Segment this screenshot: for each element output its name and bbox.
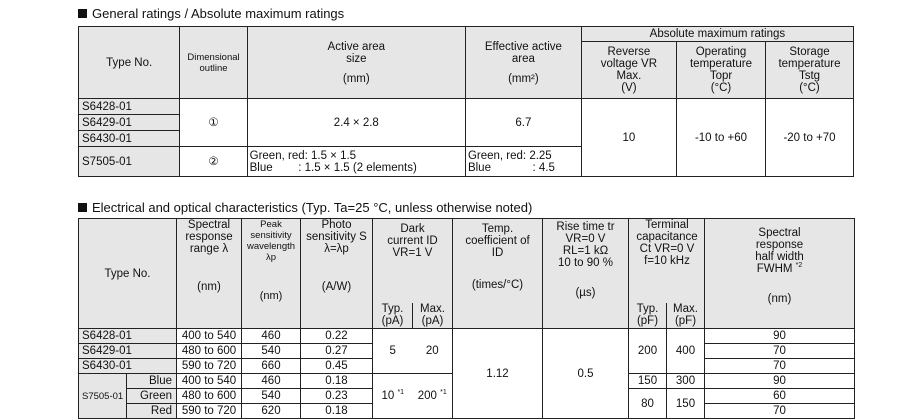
temp-coefficient-header: Temp. coefficient of ID (times/°C)	[453, 219, 543, 329]
group-type-cell: S7505-01	[79, 374, 127, 419]
dark-typ-cell: 5	[373, 329, 413, 374]
reverse-voltage-cell: 10	[581, 99, 676, 177]
ct-max-header: Max. (pF)	[667, 303, 705, 329]
dim-outline-header: Dimensional outline	[180, 27, 247, 99]
type-cell: Green	[127, 389, 177, 404]
dark-max-header: Max. (pA)	[413, 303, 453, 329]
dark-max-cell: 20	[413, 329, 453, 374]
storage-temp-header: Storage temperature Tstg (°C)	[765, 42, 853, 99]
active-area-cell: 2.4 × 2.8	[247, 99, 465, 147]
ct-typ-cell: 80	[629, 389, 667, 419]
fwhm-cell: 90	[705, 329, 855, 344]
ct-max-cell: 400	[667, 329, 705, 374]
abs-max-header: Absolute maximum ratings	[581, 27, 853, 42]
range-cell: 480 to 600	[177, 389, 242, 404]
dark-typ-cell: 10 $^{*1}$	[373, 374, 413, 419]
range-cell: 400 to 540	[177, 374, 242, 389]
sens-cell: 0.18	[301, 404, 373, 419]
spectral-range-header: Spectral response range λ (nm)	[177, 219, 242, 329]
ct-max-cell: 150	[667, 389, 705, 419]
sens-cell: 0.18	[301, 374, 373, 389]
storage-temp-cell: -20 to +70	[765, 99, 853, 177]
square-bullet-icon	[78, 203, 87, 212]
sens-cell: 0.27	[301, 344, 373, 359]
operating-temp-header: Operating temperature Topr (°C)	[677, 42, 766, 99]
type-cell: S6429-01	[79, 344, 177, 359]
range-cell: 480 to 600	[177, 344, 242, 359]
sens-cell: 0.45	[301, 359, 373, 374]
ct-typ-cell: 200	[629, 329, 667, 374]
temp-coef-cell: 1.12	[453, 329, 543, 419]
dark-max-cell: 200 $^{*1}$	[413, 374, 453, 419]
operating-temp-cell: -10 to +60	[677, 99, 766, 177]
type-cell: S6430-01	[79, 131, 180, 147]
rise-time-header: Rise time tr VR=0 V RL=1 kΩ 10 to 90 % (µs)	[543, 219, 629, 329]
sens-cell: 0.22	[301, 329, 373, 344]
terminal-capacitance-header: Terminal capacitance Ct VR=0 V f=10 kHz	[629, 219, 705, 303]
type-cell: Blue	[127, 374, 177, 389]
peak-wavelength-header: Peak sensitivity wavelength λp (nm)	[242, 219, 301, 329]
general-ratings-table	[78, 26, 854, 177]
range-cell: 590 to 720	[177, 404, 242, 419]
type-cell: S7505-01	[79, 147, 180, 177]
effective-area-cell: 6.7	[465, 99, 581, 147]
range-cell: 400 to 540	[177, 329, 242, 344]
range-cell: 590 to 720	[177, 359, 242, 374]
rise-time-cell: 0.5	[543, 329, 629, 419]
section1-title: General ratings / Absolute maximum ratings	[78, 6, 344, 21]
table-row	[79, 329, 855, 344]
effective-area-cell: Green, red: 2.25 Blue : 4.5	[465, 147, 581, 177]
type-cell: Red	[127, 404, 177, 419]
ct-typ-cell: 150	[629, 374, 667, 389]
active-area-header: Active area size (mm)	[247, 27, 465, 99]
type-no-header: Type No.	[79, 27, 180, 99]
dark-typ-header: Typ. (pA)	[373, 303, 413, 329]
peak-cell: 660	[242, 359, 301, 374]
effective-area-header: Effective active area (mm²)	[465, 27, 581, 99]
reverse-voltage-header: Reverse voltage VR Max. (V)	[581, 42, 676, 99]
type-cell: S6430-01	[79, 359, 177, 374]
section2-title: Electrical and optical characteristics (Typ. Ta=25 °C, unless otherwise noted)	[78, 200, 532, 215]
fwhm-cell: 70	[705, 344, 855, 359]
peak-cell: 460	[242, 374, 301, 389]
active-area-cell: Green, red: 1.5 × 1.5 Blue : 1.5 × 1.5 (2 elements)	[247, 147, 465, 177]
fwhm-cell: 90	[705, 374, 855, 389]
photo-sensitivity-header: Photo sensitivity S λ=λp (A/W)	[301, 219, 373, 329]
peak-cell: 460	[242, 329, 301, 344]
square-bullet-icon	[78, 9, 87, 18]
fwhm-cell: 60	[705, 389, 855, 404]
type-no-header: Type No.	[79, 219, 177, 329]
type-cell: S6429-01	[79, 115, 180, 131]
fwhm-cell: 70	[705, 359, 855, 374]
dark-current-header: Dark current ID VR=1 V	[373, 219, 453, 303]
fwhm-cell: 70	[705, 404, 855, 419]
peak-cell: 540	[242, 389, 301, 404]
fwhm-header: Spectral response half width FWHM $^{*2}$ (nm)	[705, 219, 855, 329]
type-cell: S6428-01	[79, 329, 177, 344]
peak-cell: 540	[242, 344, 301, 359]
outline-cell: ②	[180, 147, 247, 177]
sens-cell: 0.23	[301, 389, 373, 404]
type-cell: S6428-01	[79, 99, 180, 115]
ct-typ-header: Typ. (pF)	[629, 303, 667, 329]
outline-cell: ①	[180, 99, 247, 147]
electrical-characteristics-table	[78, 218, 855, 419]
peak-cell: 620	[242, 404, 301, 419]
ct-max-cell: 300	[667, 374, 705, 389]
